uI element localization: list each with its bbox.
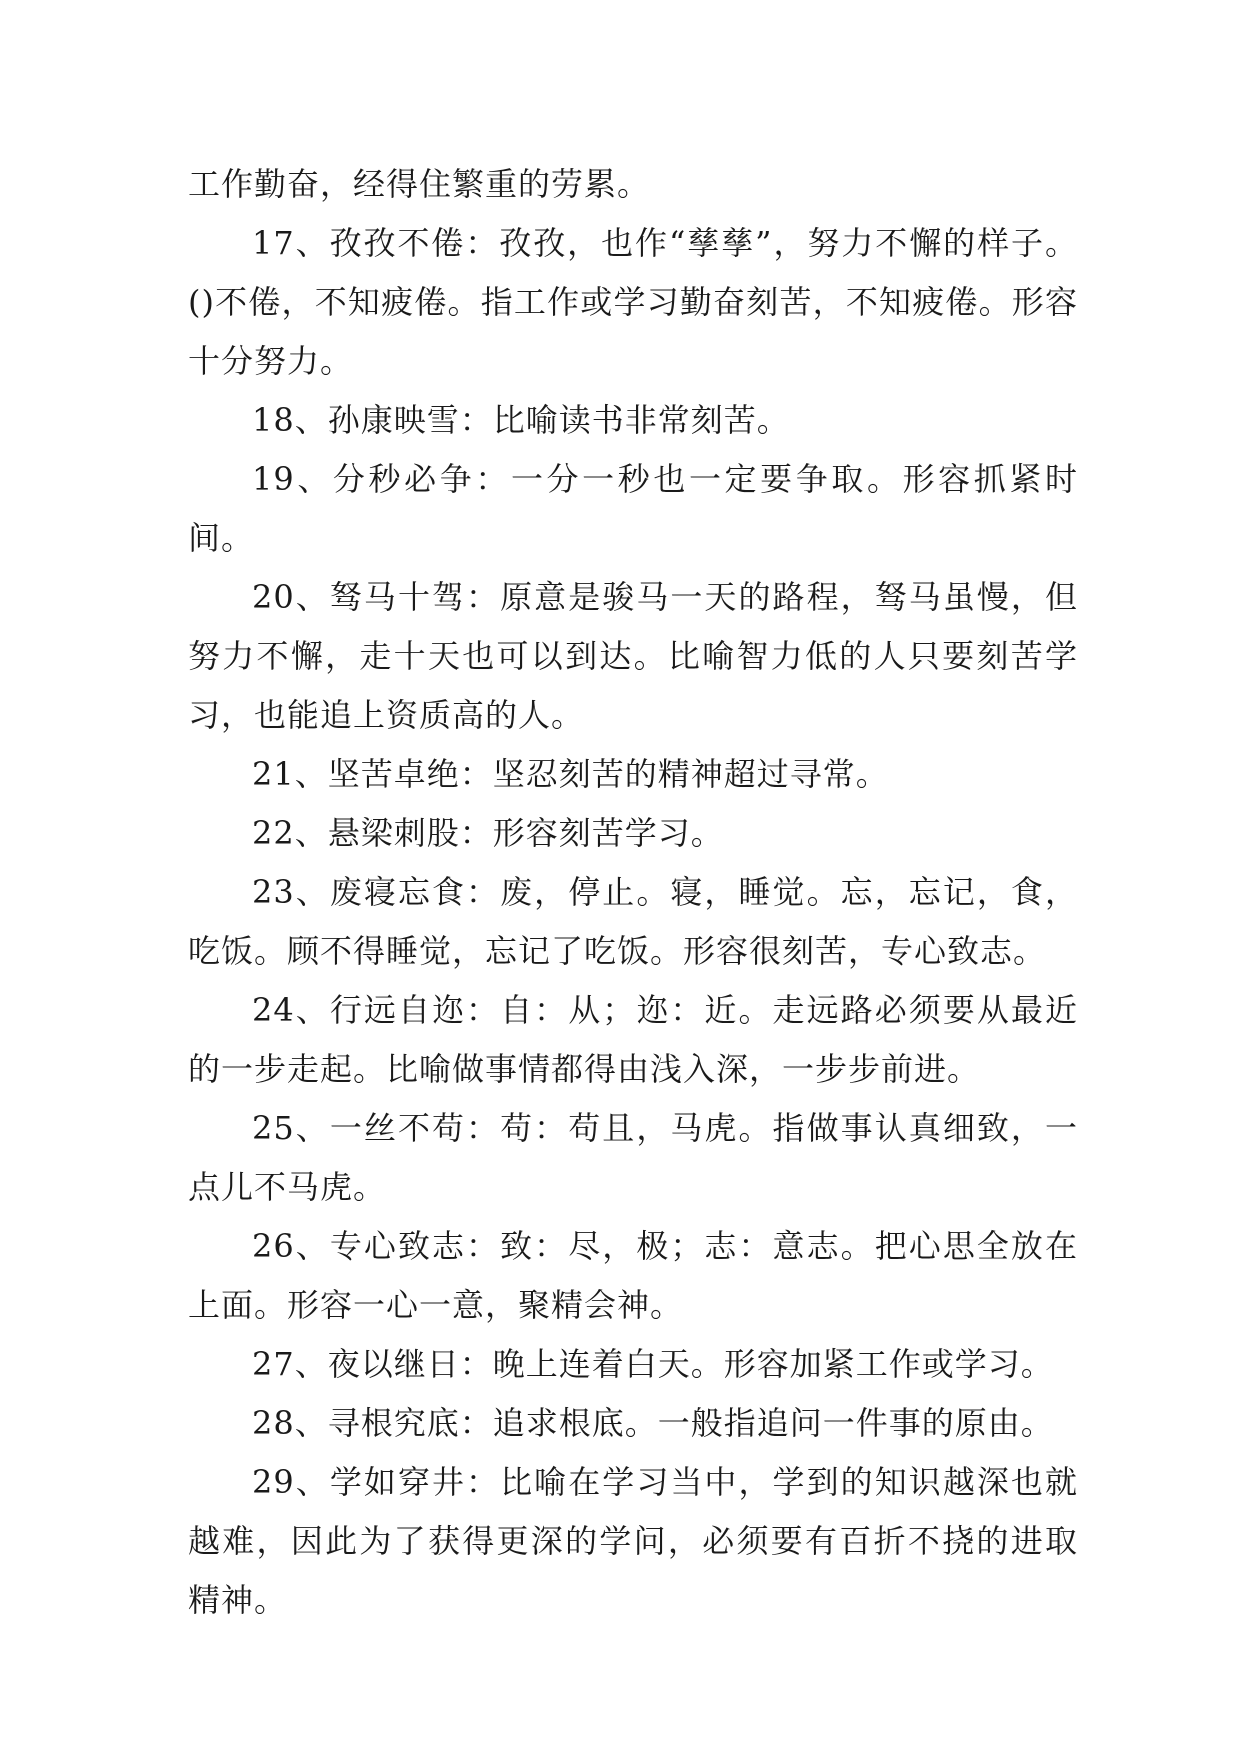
paragraph-item-19: 19、分秒必争：一分一秒也一定要争取。形容抓紧时间。 — [188, 460, 1078, 557]
paragraph-item-20: 20、驽马十驾：原意是骏马一天的路程，驽马虽慢，但努力不懈，走十天也可以到达。比喻智力低的人只要刻苦学习，也能追上资质高的人。 — [188, 578, 1078, 734]
paragraph-item-28: 28、寻根究底：追求根底。一般指追问一件事的原由。 — [252, 1404, 1054, 1442]
paragraph-item-27: 27、夜以继日：晚上连着白天。形容加紧工作或学习。 — [252, 1345, 1054, 1383]
paragraph-item-29: 29、学如穿井：比喻在学习当中，学到的知识越深也就越难，因此为了获得更深的学问，必须要有百折不挠的进取精神。 — [188, 1463, 1078, 1619]
paragraph-item-18: 18、孙康映雪：比喻读书非常刻苦。 — [252, 401, 790, 439]
paragraph-item-21: 21、坚苦卓绝：坚忍刻苦的精神超过寻常。 — [252, 755, 889, 793]
paragraph-item-25: 25、一丝不苟：苟：苟且，马虎。指做事认真细致，一点儿不马虎。 — [188, 1109, 1078, 1206]
paragraph-item-23: 23、废寝忘食：废，停止。寝，睡觉。忘，忘记，食，吃饭。顾不得睡觉，忘记了吃饭。形容很刻苦，专心致志。 — [188, 873, 1078, 970]
paragraph-item-17: 17、孜孜不倦：孜孜，也作“孳孳”，努力不懈的样子。()不倦，不知疲倦。指工作或学习勤奋刻苦，不知疲倦。形容十分努力。 — [188, 224, 1078, 380]
paragraph-item-26: 26、专心致志：致：尽，极；志：意志。把心思全放在上面。形容一心一意，聚精会神。 — [188, 1227, 1078, 1324]
document-page — [188, 155, 1078, 1630]
paragraph-item-22: 22、悬梁刺股：形容刻苦学习。 — [252, 814, 724, 852]
paragraph-continuation: 工作勤奋，经得住繁重的劳累。 — [188, 165, 651, 203]
paragraph-item-24: 24、行远自迩：自：从；迩：近。走远路必须要从最近的一步走起。比喻做事情都得由浅入深，一步步前进。 — [188, 991, 1078, 1088]
